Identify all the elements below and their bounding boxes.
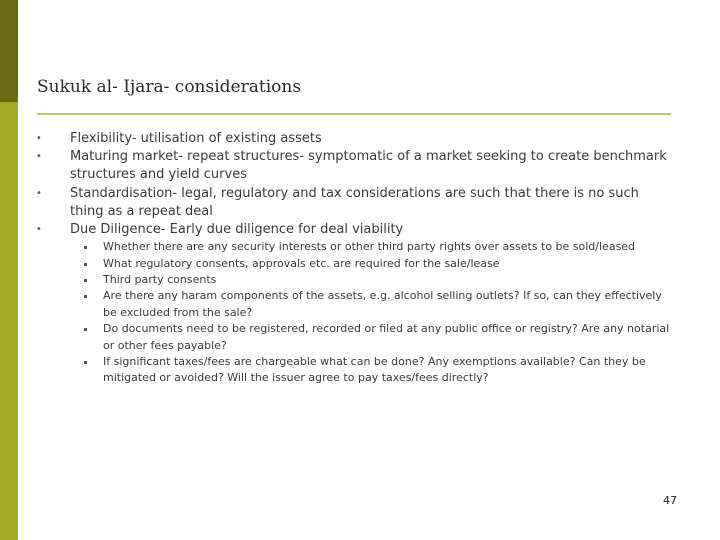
sub-bullet-text: Are there any haram components of the assets, e.g. alcohol selling outlets? If so, can they effectively be excluded from the sale?	[103, 289, 662, 319]
sub-bullet-item	[34, 288, 674, 321]
page-number: 47	[663, 494, 677, 507]
title-divider	[37, 113, 671, 115]
bullet-dot-icon: •	[36, 133, 42, 144]
sub-bullet-text: Whether there are any security interests or other third party rights over assets to be sold/leased	[103, 240, 636, 254]
bullet-item	[34, 130, 674, 148]
bullet-text: Flexibility- utilisation of existing assets	[70, 131, 322, 146]
bullet-text: Standardisation- legal, regulatory and tax considerations are such that there is no such thing as a repeat deal	[70, 185, 639, 219]
sub-bullet-text: Do documents need to be registered, recorded or filed at any public office or registry? Are any notarial or other fees payable?	[103, 322, 670, 352]
sub-bullet-item	[34, 272, 674, 288]
bullet-list	[34, 130, 674, 387]
sub-bullet-list	[34, 239, 674, 387]
bullet-dot-icon: •	[36, 224, 42, 236]
sub-bullet-text: If significant taxes/fees are chargeable what can be done? Any exemptions available? Can they be mitigated or avoided? Will the issuer agree to pay taxes/fees directly?	[103, 355, 646, 385]
bullet-dot-icon: •	[36, 151, 42, 163]
square-bullet-icon	[84, 246, 87, 249]
bullet-text: Maturing market- repeat structures- symptomatic of a market seeking to create benchmark structures and yield curves	[70, 149, 667, 183]
sub-bullet-item	[34, 354, 674, 387]
bullet-item	[34, 148, 674, 184]
sub-bullet-item	[34, 239, 674, 255]
square-bullet-icon	[84, 263, 87, 266]
sub-bullet-item	[34, 321, 674, 354]
bullet-dot-icon: •	[36, 187, 42, 199]
square-bullet-icon	[84, 328, 87, 331]
square-bullet-icon	[84, 279, 87, 282]
bullet-item	[34, 221, 674, 387]
sub-bullet-text: What regulatory consents, approvals etc. are required for the sale/lease	[103, 256, 500, 270]
square-bullet-icon	[84, 295, 87, 298]
bullet-item	[34, 185, 674, 221]
accent-sidebar-top	[0, 0, 18, 102]
slide-title: Sukuk al- Ijara- considerations	[37, 77, 302, 97]
bullet-text: Due Diligence- Early due diligence for deal viability	[70, 222, 404, 238]
sub-bullet-item	[34, 256, 674, 272]
square-bullet-icon	[84, 361, 87, 364]
sub-bullet-text: Third party consents	[103, 273, 217, 287]
